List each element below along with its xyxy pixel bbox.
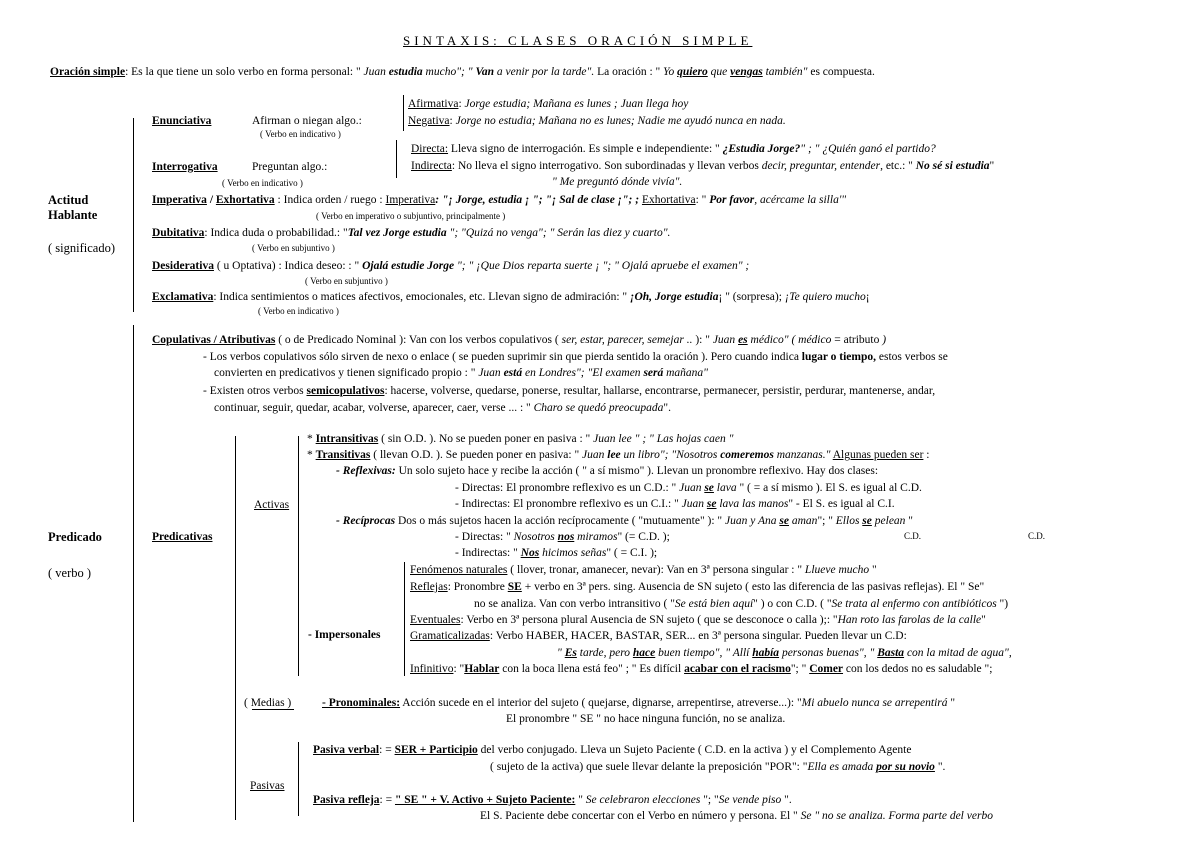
reflexivas-directas-end: " ( = a sí mismo ). El S. es igual al C.D. xyxy=(736,482,922,494)
reciprocas-line xyxy=(336,514,913,528)
gram-habia: había xyxy=(752,647,780,659)
reciprocas-cd-1: C.D. xyxy=(904,531,922,541)
dubitativa-note: ( Verbo en subjuntivo ) xyxy=(252,243,335,253)
gram-2b: tarde, pero xyxy=(576,647,633,659)
intro-ex1a: Juan xyxy=(363,66,389,78)
indirecta-verbs: decir, preguntar, entender xyxy=(761,160,881,172)
reciprocas-directas-nos: nos xyxy=(557,531,575,543)
pronominales-line-2: El pronombre " SE " no hace ninguna función, no se analiza. xyxy=(506,713,786,725)
exhortativa-example: Por favor xyxy=(709,194,755,206)
reciprocas-indirectas-ex: hicimos señas xyxy=(539,547,607,559)
reciprocas-indirectas xyxy=(455,546,657,560)
pasiva-refleja-text-3: El S. Paciente debe concertar con el Verbo en número y persona. El " xyxy=(480,810,801,822)
pasiva-refleja-line-2 xyxy=(480,809,993,823)
afirmativa-examples: Jorge estudia; Mañana es lunes ; Juan llega hoy xyxy=(464,98,689,110)
exhortativa-text: : " xyxy=(695,194,710,206)
impersonales-reflejas-2-text-2: " ) o con C.D. ( " xyxy=(753,598,832,610)
reciprocas-text: Dos o más sujetos hacen la acción recíprocamente ( "mutuamente" ): " xyxy=(395,515,725,527)
gram-2a: " xyxy=(557,647,565,659)
copulativas-line-2 xyxy=(203,350,948,364)
impersonales-eventuales-text: : Verbo en 3ª persona plural Ausencia de SN sujeto ( que se desconoce o calla );: " xyxy=(460,614,838,626)
reciprocas-end: " xyxy=(905,515,913,527)
impersonales-fenomenos-text: ( llover, tronar, amanecer, nevar): Van en 3ª persona singular : " xyxy=(507,564,805,576)
impersonales-infinitivo-label: Infinitivo xyxy=(410,663,454,675)
reciprocas-ex2: aman xyxy=(789,515,818,527)
copulativas-text-2: ): " xyxy=(692,334,713,346)
transitivas-note: Algunas pueden ser xyxy=(832,449,924,461)
copulativas-example-4: ) xyxy=(882,334,887,346)
reflexivas-directas-ex2: lava xyxy=(713,482,737,494)
pasiva-verbal-end: ". xyxy=(934,761,946,773)
pasiva-refleja-form: " SE " + V. Activo + Sujeto Paciente: xyxy=(394,794,576,806)
impersonales-reflejas xyxy=(410,580,984,594)
reciprocas-directas-ex: Nosotros xyxy=(513,531,558,543)
inf-t: : " xyxy=(453,663,465,675)
predicado-bracket xyxy=(133,325,134,822)
copulativas-line2c: estos verbos se xyxy=(876,351,948,363)
actitud-label-1: Actitud xyxy=(48,193,89,207)
transitivas-text: ( llevan O.D. ). Se pueden poner en pasiva: " xyxy=(370,449,583,461)
exclamativa-example: ¡Oh, Jorge estudia xyxy=(629,291,719,303)
activas-label: Activas xyxy=(254,499,290,511)
medias-underline xyxy=(252,709,294,710)
intro-ex2a: Van xyxy=(475,66,494,78)
predicativas-name: Predicativas xyxy=(152,531,213,543)
pasiva-verbal-form: SER + Participio xyxy=(394,744,478,756)
reflexivas-indirectas-end: " - El S. es igual al C.I. xyxy=(788,498,895,510)
impersonales-label: - Impersonales xyxy=(308,629,381,641)
reciprocas-indirectas-nos: Nos xyxy=(520,547,540,559)
indirecta-example-2: " Me preguntó dónde vivía". xyxy=(552,176,683,188)
imperativa-examples: : "¡ Jorge, estudia ¡ "; "¡ Sal de clase ¡"; ; xyxy=(435,194,642,206)
transitivas-note-2: : xyxy=(923,449,930,461)
impersonales-infinitivo xyxy=(410,662,992,676)
impersonales-reflejas-2-text: no se analiza. Van con verbo intransitivo ( " xyxy=(474,598,675,610)
copulativas-line3d: en Londres"; "El examen xyxy=(522,367,644,379)
pasiva-refleja-end: ". xyxy=(781,794,792,806)
intransitivas-text: ( sin O.D. ). No se pueden poner en pasiva : " xyxy=(378,433,594,445)
copulativas-line3b: Juan xyxy=(478,367,504,379)
interrogativa-desc: Preguntan algo.: xyxy=(252,161,328,173)
reciprocas-ex4: pelean xyxy=(871,515,906,527)
reciprocas-directas-text: - Directas: " xyxy=(455,531,514,543)
intro-ex2b: a venir por la tarde". xyxy=(493,66,598,78)
reciprocas-indirectas-end: " ( = C.I. ); xyxy=(606,547,658,559)
exhortativa-sublabel: Exhortativa xyxy=(641,194,696,206)
intro-ex3c: que xyxy=(707,66,731,78)
copulativas-line3a: convierten en predicativos y tienen significado propio : " xyxy=(214,367,479,379)
gram-hace: hace xyxy=(632,647,656,659)
impersonales-fenomenos-end: " xyxy=(869,564,877,576)
copulativas-line2a: - Los verbos copulativos sólo sirven de nexo o enlace ( se pueden suprimir sin que pierda sentido la oración ). Pero cuando indica xyxy=(203,351,802,363)
pasiva-refleja-eq: : = xyxy=(379,794,395,806)
directa-line xyxy=(411,142,936,156)
pasivas-bracket xyxy=(298,742,299,816)
reflexivas-directas-se: se xyxy=(704,482,714,494)
intro-ex3b: quiero xyxy=(677,66,708,78)
reflexivas-line xyxy=(336,464,878,478)
inf-t2: con la boca llena está feo" ; " Es difícil xyxy=(499,663,685,675)
reciprocas-directas xyxy=(455,530,670,544)
negativa-label: Negativa xyxy=(408,115,450,127)
actitud-label-2: Hablante xyxy=(48,208,98,222)
copulativas-text: ( o de Predicado Nominal ): Van con los verbos copulativos ( xyxy=(275,334,562,346)
desiderativa-text: ( u Optativa) : Indica deseo: : " xyxy=(213,260,363,272)
impersonales-reflejas-se: SE xyxy=(507,581,522,593)
intro-ex3e: también" xyxy=(762,66,808,78)
reciprocas-cd-2: C.D. xyxy=(1028,531,1046,541)
exhortativa-example-2: , acércame la silla'" xyxy=(754,194,847,206)
intro-ex3d: vengas xyxy=(730,66,763,78)
pasiva-verbal-line xyxy=(313,743,911,757)
intro-ex1b: estudia xyxy=(388,66,423,78)
impersonales-reflejas-2-end: ") xyxy=(996,598,1009,610)
imperativa-name: Imperativa xyxy=(152,194,207,206)
exclamativa-text: : Indica sentimientos o matices afectivos, emocionales, etc. Llevan signo de admiración: " xyxy=(213,291,630,303)
intro-ex3a: Yo xyxy=(663,66,678,78)
impersonales-reflejas-2-ex: Se está bien aquí xyxy=(674,598,754,610)
impersonales-gramaticalizadas-text: : Verbo HABER, HACER, BASTAR, SER... en 3ª persona singular. Pueden llevar un C.D: xyxy=(489,630,907,642)
inf-t3: "; " xyxy=(790,663,810,675)
enunciativa-name: Enunciativa xyxy=(152,115,212,127)
reflexivas-label: - Reflexivas: xyxy=(336,465,396,477)
reflexivas-directas-text: - Directas: El pronombre reflexivo es un C.D.: " xyxy=(455,482,680,494)
intro-line xyxy=(50,65,875,79)
pasivas-label: Pasivas xyxy=(250,780,285,792)
predicativas-bracket xyxy=(235,436,236,820)
interrogativa-bracket xyxy=(396,140,397,178)
gram-2d: personas buenas", " xyxy=(779,647,878,659)
imperativa-note: ( Verbo en imperativo o subjuntivo, principalmente ) xyxy=(316,211,506,221)
exclamativa-note: ( Verbo en indicativo ) xyxy=(258,306,339,316)
copulativas-example-3: = atributo xyxy=(831,334,883,346)
exhortativa-name: Exhortativa xyxy=(215,194,275,206)
reciprocas-se: se xyxy=(779,515,789,527)
imperativa-sep: / xyxy=(206,194,216,206)
indirecta-example: No sé si estudia xyxy=(915,160,990,172)
reciprocas-label: - Recíprocas xyxy=(336,515,396,527)
reflexivas-text: Un solo sujeto hace y recibe la acción ( " a sí mismo" ). Llevan un pronombre reflexivo. Hay dos clases: xyxy=(395,465,879,477)
negativa-examples: Jorge no estudia; Mañana no es lunes; Nadie me ayudó nunca en nada. xyxy=(455,115,786,127)
inf-hablar: Hablar xyxy=(464,663,500,675)
impersonales-reflejas-2 xyxy=(474,597,1008,611)
dubitativa-text: : Indica duda o probabilidad.: " xyxy=(204,227,348,239)
transitivas-line xyxy=(307,448,929,462)
copulativas-line3f: mañana" xyxy=(663,367,709,379)
pronominales-text: Acción sucede en el interior del sujeto ( quejarse, dignarse, arrepentirse, atreverse...): " xyxy=(402,697,802,709)
pasiva-verbal-line-2 xyxy=(490,760,945,774)
copulativas-example-verb: es xyxy=(738,334,748,346)
directa-text: Lleva signo de interrogación. Es simple e independiente: " xyxy=(448,143,723,155)
impersonales-reflejas-2-ex2: Se trata al enfermo con antibióticos xyxy=(831,598,997,610)
copulativas-example: Juan xyxy=(712,334,739,346)
intro-text: : Es la que tiene un solo verbo en forma personal: " xyxy=(125,66,364,78)
copulativas-line4a: - Existen otros verbos xyxy=(203,385,307,397)
dubitativa-name: Dubitativa xyxy=(152,227,205,239)
reflexivas-indirectas-se: se xyxy=(706,498,717,510)
reciprocas-ex: Juan y Ana xyxy=(725,515,780,527)
exclamativa-example-3: ¡Te quiero mucho xyxy=(784,291,866,303)
reflexivas-indirectas-text: - Indirectas: El pronombre reflexivo es un C.I.: " xyxy=(455,498,682,510)
predicado-label-1: Predicado xyxy=(48,530,102,544)
copulativas-line3c: está xyxy=(503,367,523,379)
intro-ex1c: mucho"; " xyxy=(422,66,476,78)
transitivas-example-verb: lee xyxy=(607,449,621,461)
impersonales-bracket xyxy=(404,562,405,676)
transitivas-example-4: manzanas." xyxy=(773,449,831,461)
pasiva-verbal-ex-agent: por su novio xyxy=(876,761,935,773)
dubitativa-line xyxy=(152,226,670,240)
copulativas-line-3 xyxy=(214,366,708,380)
reciprocas-directas-ex2: miramos xyxy=(574,531,618,543)
pasiva-refleja-ex2: Se vende piso xyxy=(718,794,782,806)
desiderativa-note: ( Verbo en subjuntivo ) xyxy=(305,276,388,286)
copulativas-line5c: ". xyxy=(663,402,671,414)
transitivas-example: Juan xyxy=(582,449,608,461)
pronominales-end: " xyxy=(947,697,956,709)
inf-comer: Comer xyxy=(809,663,844,675)
impersonales-fenomenos xyxy=(410,563,877,577)
indirecta-line: Indirecta: No lleva el signo interrogativo. Son subordinadas y llevan verbos decir, preguntar, entender, etc.: " No sé si estudia" xyxy=(411,160,995,172)
pasiva-refleja-text-2: "; " xyxy=(700,794,719,806)
intro-mid: La oración : " xyxy=(597,66,664,78)
copulativas-line5a: continuar, seguir, quedar, acabar, volverse, aparecer, caer, verse ... : " xyxy=(214,402,534,414)
intro-end: es compuesta. xyxy=(807,66,875,78)
indirecta-text: : No lleva el signo interrogativo. Son subordinadas y llevan verbos xyxy=(451,160,762,172)
medias-text: ( Medias ) xyxy=(244,697,292,709)
pronominales-label: - Pronominales: xyxy=(322,697,401,709)
impersonales-reflejas-text-2: + verbo en 3ª pers. sing. Ausencia de SN sujeto ( esto las diferencia de las pasivas reflejas). El " Se" xyxy=(521,581,985,593)
imperativa-line xyxy=(152,193,846,207)
impersonales-fenomenos-ex: Llueve mucho xyxy=(804,564,870,576)
reflexivas-indirectas-ex: Juan xyxy=(681,498,707,510)
desiderativa-example-2: "; " ¡Que Dios reparta suerte ¡ "; " Ojalá apruebe el examen" ; xyxy=(454,260,750,272)
actitud-label-3: ( significado) xyxy=(48,241,115,255)
reflexivas-directas-ex: Juan xyxy=(679,482,705,494)
activas-bracket xyxy=(298,436,299,676)
dubitativa-example: Tal vez Jorge estudia xyxy=(347,227,447,239)
gram-2c: buen tiempo", " Allí xyxy=(655,647,753,659)
copulativas-line2b: lugar o tiempo, xyxy=(801,351,877,363)
intro-term: Oración simple xyxy=(50,66,126,78)
interrogativa-name: Interrogativa xyxy=(152,161,218,173)
interrogativa-note: ( Verbo en indicativo ) xyxy=(222,178,303,188)
reciprocas-ex3: Ellos xyxy=(835,515,863,527)
intransitivas-line xyxy=(307,432,733,446)
pasiva-verbal-text: del verbo conjugado. Lleva un Sujeto Paciente ( C.D. en la activa ) y el Complemento Agente xyxy=(477,744,912,756)
transitivas-example-3: comeremos xyxy=(720,449,774,461)
pasiva-refleja-text: " xyxy=(575,794,586,806)
imperativa-text: : Indica orden / ruego : xyxy=(274,194,386,206)
impersonales-reflejas-text: : Pronombre xyxy=(447,581,508,593)
exclamativa-line xyxy=(152,290,870,304)
reciprocas-mid: "; " xyxy=(817,515,836,527)
gram-2e: con la mitad de agua", xyxy=(904,647,1012,659)
actitud-bracket xyxy=(133,118,134,312)
reciprocas-indirectas-text: - Indirectas: " xyxy=(455,547,521,559)
enunciativa-note: ( Verbo en indicativo ) xyxy=(260,129,341,139)
impersonales-eventuales-label: Eventuales xyxy=(410,614,461,626)
impersonales-reflejas-label: Reflejas xyxy=(410,581,448,593)
inf-t4: con los dedos no es saludable "; xyxy=(843,663,993,675)
enunciativa-bracket xyxy=(403,95,404,131)
directa-label: Directa: xyxy=(411,143,449,155)
exclamativa-example-4: ¡ xyxy=(865,291,870,303)
imperativa-sublabel: Imperativa xyxy=(385,194,436,206)
exclamativa-name: Exclamativa xyxy=(152,291,214,303)
pronominales-ex: Mi abuelo nunca se arrepentirá xyxy=(801,697,948,709)
impersonales-gramaticalizadas xyxy=(410,629,907,643)
gram-es: Es xyxy=(564,647,577,659)
pronominales-line xyxy=(322,696,955,710)
reflexivas-indirectas-ex2: lava las manos xyxy=(716,498,789,510)
transitivas-label: Transitivas xyxy=(315,449,371,461)
copulativas-line-5 xyxy=(214,401,671,415)
dubitativa-example-2: "; "Quizá no venga"; " Serán las diez y cuarto". xyxy=(446,227,671,239)
copulativas-name: Copulativas / Atributivas xyxy=(152,334,276,346)
directa-example-2: " ; " ¿Quién ganó el partido? xyxy=(800,143,936,155)
copulativas-line-4 xyxy=(203,384,935,398)
impersonales-gramaticalizadas-label: Gramaticalizadas xyxy=(410,630,490,642)
afirmativa-label: Afirmativa xyxy=(408,98,459,110)
negativa-line: Negativa: Jorge no estudia; Mañana no es lunes; Nadie me ayudó nunca en nada. xyxy=(408,115,786,127)
pasiva-verbal-eq: : = xyxy=(379,744,395,756)
page-title: SINTAXIS: CLASES ORACIÓN SIMPLE xyxy=(403,33,753,48)
impersonales-gramaticalizadas-2 xyxy=(557,646,1012,660)
copulativas-line4b: semicopulativos xyxy=(306,385,385,397)
pasiva-verbal-ex: Ella es amada xyxy=(807,761,877,773)
impersonales-fenomenos-label: Fenómenos naturales xyxy=(410,564,508,576)
exclamativa-example-2: ¡ " (sorpresa); xyxy=(718,291,785,303)
inf-acabar: acabar con el racismo xyxy=(684,663,791,675)
medias-label xyxy=(244,696,291,710)
copulativas-line3e: será xyxy=(643,367,664,379)
intransitivas-label: Intransitivas xyxy=(315,433,379,445)
enunciativa-desc: Afirman o niegan algo.: xyxy=(252,115,362,127)
pasiva-refleja-line xyxy=(313,793,792,807)
transitivas-star: * xyxy=(307,449,316,461)
desiderativa-example: Ojalá estudie Jorge xyxy=(362,260,455,272)
pasiva-refleja-ex: Se celebraron elecciones xyxy=(585,794,701,806)
afirmativa-line: Afirmativa: Jorge estudia; Mañana es lunes ; Juan llega hoy xyxy=(408,98,689,110)
intransitivas-star: * xyxy=(307,433,316,445)
copulativas-line5b: Charo se quedó preocupada xyxy=(533,402,664,414)
copulativas-example-2: médico" ( médico xyxy=(747,334,832,346)
pasiva-refleja-label: Pasiva refleja xyxy=(313,794,380,806)
predicado-label-2: ( verbo ) xyxy=(48,566,92,580)
intransitivas-example-2: " ; " Las hojas caen " xyxy=(631,433,734,445)
impersonales-eventuales-ex: Han roto las farolas de la calle xyxy=(837,614,982,626)
directa-example: ¿Estudia Jorge? xyxy=(722,143,801,155)
pasiva-verbal-text-2: ( sujeto de la activa) que suele llevar delante la preposición "POR": " xyxy=(490,761,808,773)
transitivas-example-2: un libro"; "Nosotros xyxy=(620,449,721,461)
indirecta-label: Indirecta xyxy=(411,160,452,172)
desiderativa-line xyxy=(152,259,749,273)
reciprocas-se2: se xyxy=(862,515,872,527)
indirecta-text-2: , etc.: " xyxy=(880,160,916,172)
desiderativa-name: Desiderativa xyxy=(152,260,214,272)
impersonales-eventuales-end: " xyxy=(981,614,986,626)
copulativas-verbs: ser, estar, parecer, semejar .. xyxy=(561,334,693,346)
reflexivas-directas xyxy=(455,481,922,495)
impersonales-eventuales xyxy=(410,613,986,627)
reflexivas-indirectas xyxy=(455,497,895,511)
pasiva-verbal-label: Pasiva verbal xyxy=(313,744,380,756)
gram-basta: Basta xyxy=(877,647,905,659)
copulativas-line-1 xyxy=(152,333,886,347)
copulativas-line4c: : hacerse, volverse, quedarse, ponerse, resultar, hallarse, encontrarse, permanecer, persistir, perdurar, mantenerse, andar, xyxy=(384,385,936,397)
pasiva-refleja-ex3: Se " no se analiza. Forma parte del verbo xyxy=(800,810,993,822)
intransitivas-example: Juan lee xyxy=(593,433,632,445)
reciprocas-directas-end: " (= C.D. ); xyxy=(617,531,670,543)
